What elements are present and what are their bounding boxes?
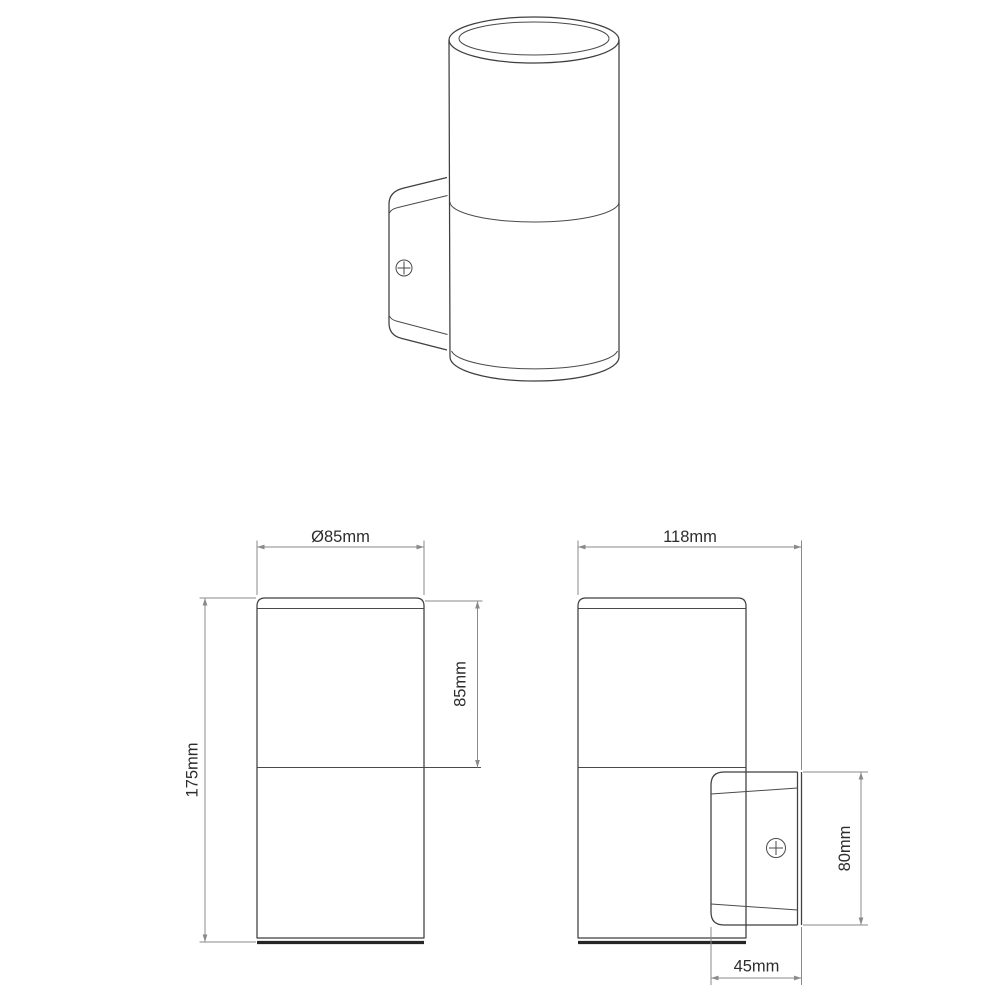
lamp-cylinder bbox=[449, 17, 619, 381]
side-bracket-outline bbox=[711, 772, 798, 925]
dim-bracket-depth bbox=[711, 927, 802, 985]
side-body bbox=[578, 598, 746, 943]
diffuser-seam bbox=[450, 202, 619, 222]
side-bracket-top-line bbox=[711, 788, 798, 794]
mount-bracket bbox=[389, 178, 448, 351]
dim-upper-section-height bbox=[425, 601, 483, 768]
top-rim-inner bbox=[459, 22, 609, 55]
screw-icon bbox=[396, 260, 412, 276]
extension-lines bbox=[200, 598, 257, 942]
perspective-view bbox=[389, 17, 619, 381]
dim-diameter bbox=[257, 528, 424, 595]
dim-overall-depth-label: 118mm bbox=[663, 528, 717, 546]
bracket-plate-top-line bbox=[390, 196, 448, 214]
extension-lines bbox=[257, 541, 424, 596]
screw-icon bbox=[767, 839, 786, 858]
dim-bracket-depth-label: 45mm bbox=[733, 957, 780, 976]
top-rim-outer bbox=[449, 17, 619, 63]
dim-overall-height-label: 175mm bbox=[183, 742, 202, 798]
extension-lines bbox=[578, 541, 802, 771]
bottom-rim-line bbox=[452, 351, 618, 369]
wall-plate-edge bbox=[798, 772, 802, 925]
side-view bbox=[578, 528, 868, 985]
front-view bbox=[184, 528, 483, 943]
front-body bbox=[257, 598, 481, 943]
side-mount-bracket bbox=[711, 772, 802, 925]
dim-diameter-label: Ø85mm bbox=[311, 528, 370, 546]
bracket-plate-bottom-line bbox=[390, 316, 448, 335]
side-bracket-bottom-line bbox=[711, 904, 798, 910]
extension-lines bbox=[711, 927, 802, 985]
cylinder-left-edge bbox=[449, 40, 450, 357]
dim-upper-section-label: 85mm bbox=[451, 661, 470, 707]
dim-bracket-height bbox=[803, 772, 868, 925]
dim-overall-depth bbox=[578, 528, 802, 770]
dim-bracket-height-label: 80mm bbox=[836, 825, 854, 872]
dim-overall-height bbox=[184, 598, 257, 942]
